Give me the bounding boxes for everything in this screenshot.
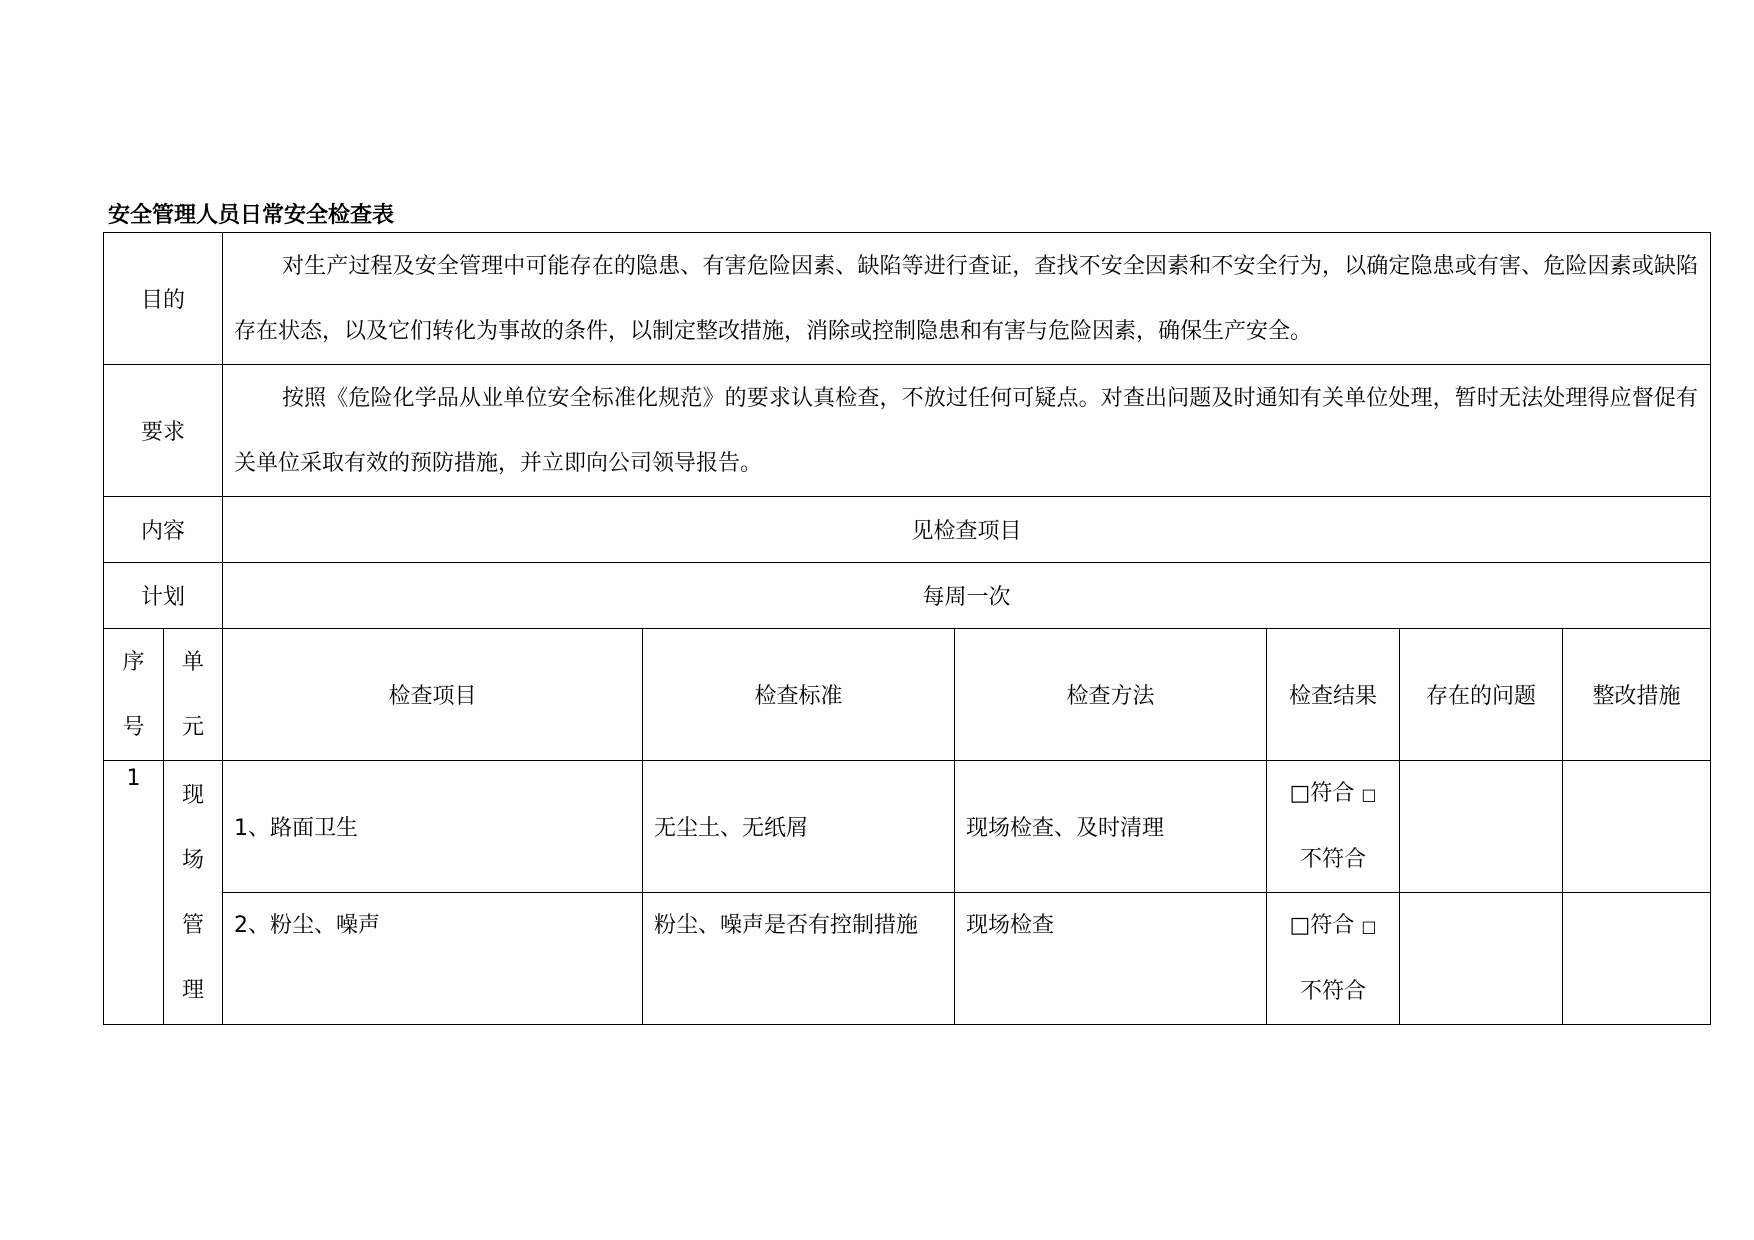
- row-result: [1267, 761, 1400, 893]
- header-method: 检查方法: [955, 629, 1267, 761]
- purpose-text: 对生产过程及安全管理中可能存在的隐患、有害危险因素、缺陷等进行查证，查找不安全因素和不安全行为，以确定隐患或有害、危险因素或缺陷存在状态，以及它们转化为事故的条件，以制定整改措施，消除或控制隐患和有害与危险因素，确保生产安全。: [223, 233, 1711, 365]
- plan-label: 计划: [104, 563, 223, 629]
- result-fail-label: 不符合: [1300, 979, 1367, 1004]
- header-result: 检查结果: [1267, 629, 1400, 761]
- requirement-label: 要求: [104, 365, 223, 497]
- purpose-row: [104, 233, 1711, 365]
- inspection-table: [103, 232, 1711, 1025]
- row-measure[interactable]: [1563, 761, 1711, 893]
- row-problem[interactable]: [1400, 761, 1563, 893]
- result-line-1: [1267, 761, 1399, 827]
- requirement-row: [104, 365, 1711, 497]
- row-problem[interactable]: [1400, 893, 1563, 1025]
- row-method: 现场检查、及时清理: [955, 761, 1267, 893]
- requirement-text: 按照《危险化学品从业单位安全标准化规范》的要求认真检查，不放过任何可疑点。对查出问题及时通知有关单位处理，暂时无法处理得应督促有关单位采取有效的预防措施，并立即向公司领导报告。: [223, 365, 1711, 497]
- row-unit: [164, 761, 223, 1025]
- result-fail-label: 不符合: [1300, 847, 1367, 872]
- row-measure[interactable]: [1563, 893, 1711, 1025]
- purpose-label: 目的: [104, 233, 223, 365]
- header-measure: 整改措施: [1563, 629, 1711, 761]
- header-seq-text: 序号: [122, 649, 145, 740]
- content-row: [104, 497, 1711, 563]
- header-row: [104, 629, 1711, 761]
- page-title: 安全管理人员日常安全检查表: [108, 202, 395, 228]
- plan-row: [104, 563, 1711, 629]
- result-line-1: [1267, 893, 1399, 959]
- header-standard: 检查标准: [643, 629, 955, 761]
- row-unit-text: 现场管理: [182, 782, 205, 1003]
- header-seq: [104, 629, 164, 761]
- result-pass-checkbox[interactable]: □符合: [1289, 781, 1355, 806]
- row-item: 1、路面卫生: [223, 761, 643, 893]
- header-unit: [164, 629, 223, 761]
- table-row: [104, 761, 1711, 893]
- header-problem: 存在的问题: [1400, 629, 1563, 761]
- result-fail-checkbox[interactable]: □: [1361, 917, 1377, 936]
- result-pass-checkbox[interactable]: □符合: [1289, 913, 1355, 938]
- row-result: [1267, 893, 1400, 1025]
- row-item: 2、粉尘、噪声: [223, 893, 643, 1025]
- row-standard: 无尘土、无纸屑: [643, 761, 955, 893]
- content-label: 内容: [104, 497, 223, 563]
- row-standard: 粉尘、噪声是否有控制措施: [643, 893, 955, 1025]
- result-fail-checkbox[interactable]: □: [1361, 785, 1377, 804]
- plan-value: 每周一次: [223, 563, 1711, 629]
- header-unit-text: 单元: [182, 649, 205, 740]
- row-seq: 1: [104, 761, 164, 1025]
- header-item: 检查项目: [223, 629, 643, 761]
- content-value: 见检查项目: [223, 497, 1711, 563]
- table-row: [104, 893, 1711, 1025]
- row-method: 现场检查: [955, 893, 1267, 1025]
